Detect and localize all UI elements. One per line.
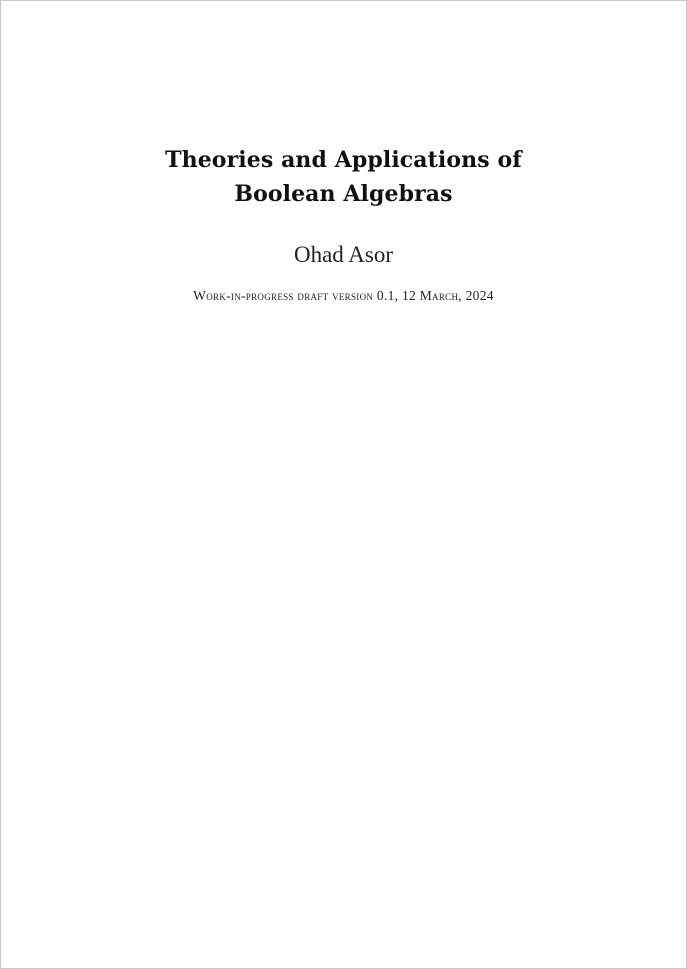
- document-title: [1, 143, 686, 211]
- title-line-2: Boolean Algebras: [234, 181, 453, 207]
- author-name: Ohad Asor: [293, 242, 394, 267]
- title-line-1: Theories and Applications of: [165, 147, 522, 173]
- draft-version-line: Work-in-progress draft version 0.1, 12 March, 2024: [193, 288, 494, 303]
